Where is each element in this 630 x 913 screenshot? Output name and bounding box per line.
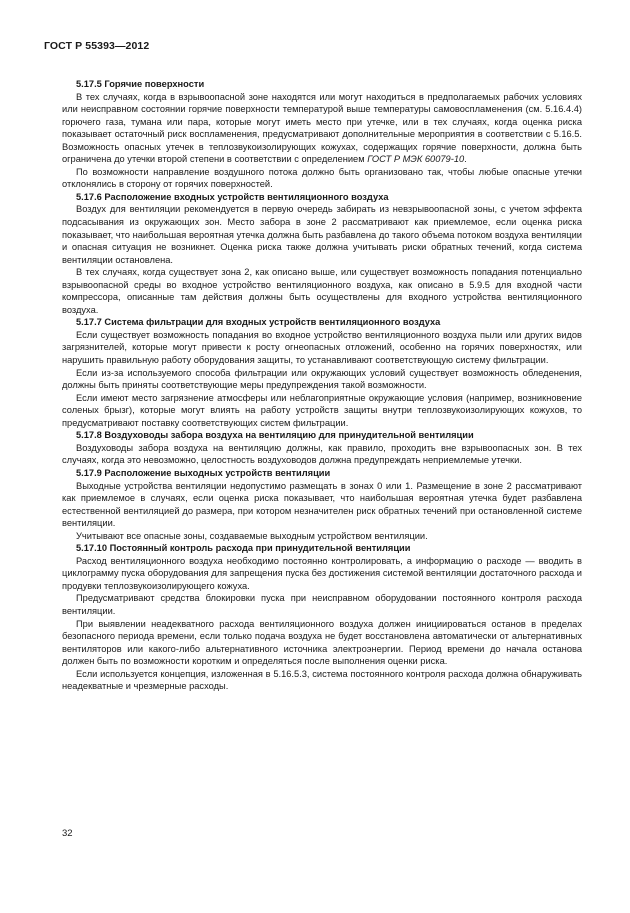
paragraph: Выходные устройства вентиляции недопустимо размещать в зонах 0 или 1. Размещение в зоне 2 рассматривают как приемлемое в случаях, если оценка риска показывает, что наибольшая вероятная утечка будет разбавлена естественной вентиляцией до размера, при котором незначителен риск обратных течений при остановленной системе вентиляции.: [62, 480, 582, 529]
paragraph: Если существует возможность попадания во входное устройство вентиляционного воздуха пыли или других видов загрязнителей, которые могут привести к росту огнеопасных отложений, особенно на горячих поверхностях, или нарушить правильную работу оборудования защиты, то устанавливают соответствующую систему фильтрации.: [62, 329, 582, 366]
section-heading: 5.17.6 Расположение входных устройств вентиляционного воздуха: [76, 191, 389, 202]
section-heading: 5.17.7 Система фильтрации для входных устройств вентиляционного воздуха: [76, 317, 441, 328]
section-heading: 5.17.8 Воздуховоды забора воздуха на вентиляцию для принудительной вентиляции: [76, 430, 474, 441]
paragraph: Если используется концепция, изложенная в 5.16.5.3, система постоянного контроля расхода должна обнаруживать неадекватные и чрезмерные расходы.: [62, 668, 582, 692]
paragraph: По возможности направление воздушного потока должно быть организовано так, чтобы любые опасные утечки отклонялись в сторону от горячих поверхностей.: [62, 166, 582, 190]
paragraph: Воздух для вентиляции рекомендуется в первую очередь забирать из невзрывоопасной зоны, с учетом эффекта подсасывания из окружающих зон. Место забора в зоне 2 рассматривают как приемлемое, если оценка риска показывает, что наибольшая вероятная утечка должна быть разбавлена до такого объема потоком воздуха вентиляции и опасная ситуация не возникнет. Оценка риска также должна учитывать риски обратных течений, когда система вентиляции остановлена.: [62, 204, 582, 265]
page-number: 32: [62, 828, 73, 839]
paragraph: Если имеют место загрязнение атмосферы или неблагоприятные окружающие условия (например, возникновение соленых брызг), которые могут влиять на работу устройств защиты внутри теплозвукоизолирующих кожухов, то предусматривают поставку соответствующих систем фильтрации.: [62, 392, 582, 428]
section-heading: 5.17.5 Горячие поверхности: [76, 79, 205, 89]
section-heading: 5.17.10 Постоянный контроль расхода при принудительной вентиляции: [76, 543, 411, 554]
paragraph: При выявлении неадекватного расхода вентиляционного воздуха должен инициироваться останов в пределах безопасного периода времени, если только подача воздуха не будет восстановлена автоматически от альтернативных вентиляторов или какого-либо альтернативного источника электроэнергии. Период времени до начала останова должен быть по возможности коротким и определяться после выполнения оценки риска.: [62, 618, 582, 667]
paragraph: Если из-за используемого способа фильтрации или окружающих условий существует возможность обледенения, должны быть приняты соответствующие меры предупреждения такой возможности.: [62, 367, 582, 391]
section-heading: 5.17.9 Расположение выходных устройств вентиляции: [76, 467, 331, 478]
paragraph: В тех случаях, когда в взрывоопасной зоне находятся или могут находиться в предполагаемых рабочих условиях или неисправном состоянии горячие поверхности температурой выше температуры самовоспламенения (см. 5.16.4.4) горючего газа, тумана или пара, которые могут иметь место при утечке, или в тех случаях, когда оценка риска показывает остаточный риск воспламенения, предусматривают дополнительные мероприятия в соответствии с 5.16.5. Возможность опасных утечек в теплозвукоизолирующих кожухах, содержащих горячие поверхности, должна быть ограничена до утечки второй степени в соответствии с определением ГОСТ Р МЭК 60079-10.: [62, 91, 582, 165]
standard-reference: ГОСТ Р МЭК 60079-10: [367, 154, 465, 165]
document-body: [62, 78, 582, 693]
paragraph: Предусматривают средства блокировки пуска при неисправном оборудовании постоянного контроля расхода вентиляции.: [62, 593, 582, 616]
standard-header: ГОСТ Р 55393—2012: [44, 40, 150, 52]
paragraph: В тех случаях, когда существует зона 2, как описано выше, или существует возможность попадания потенциально взрывоопасной среды во входное устройство вентиляционного воздуха, как описано в 5.9.5 для входной части компрессора, описанные там действия должны быть осуществлены для входного устройства вентиляционного воздуха.: [62, 267, 582, 315]
paragraph: Воздуховоды забора воздуха на вентиляцию должны, как правило, проходить вне взрывоопасных зон. В тех случаях, когда это невозможно, целостность воздуховодов должна предупреждать неприемлемые утечки.: [62, 442, 582, 466]
paragraph: Учитывают все опасные зоны, создаваемые выходным устройством вентиляции.: [76, 530, 428, 541]
paragraph: Расход вентиляционного воздуха необходимо постоянно контролировать, а информацию о расходе — вводить в циклограмму пуска оборудования для запрещения пуска без достижения системой вентиляции достаточного расхода и продувки теплозвукоизолирующего кожуха.: [62, 555, 582, 591]
